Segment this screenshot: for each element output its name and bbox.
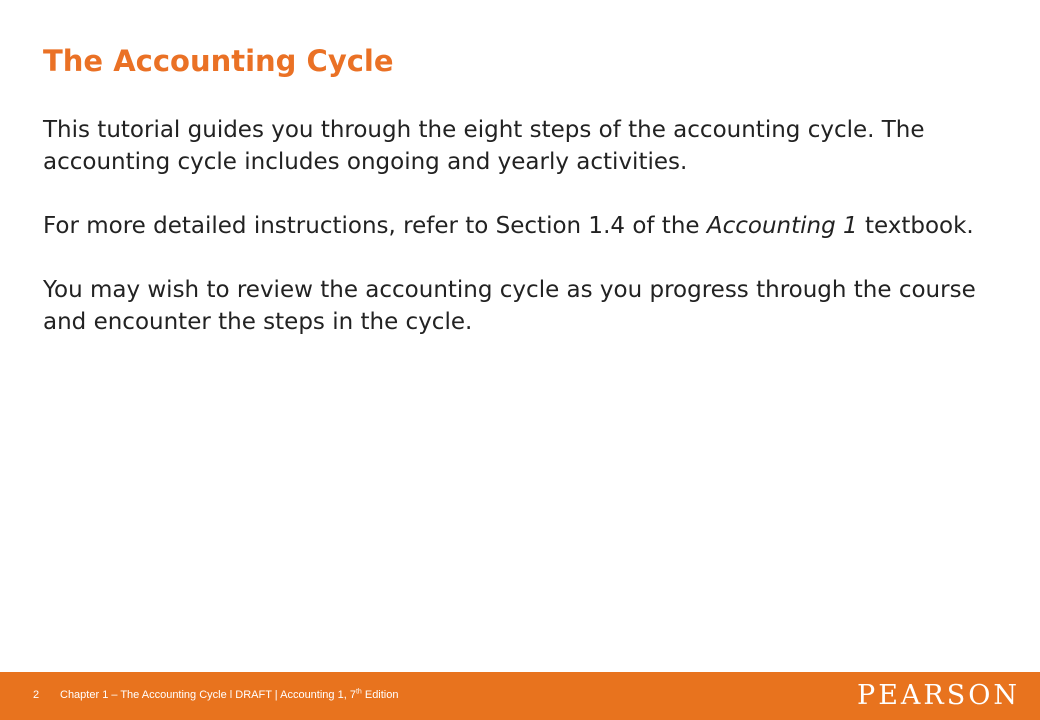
slide-body (43, 114, 1013, 338)
footer-caption-superscript: th (355, 688, 362, 696)
page-number: 2 (33, 689, 40, 701)
footer-bar (0, 672, 1040, 720)
intro-paragraph: This tutorial guides you through the eight steps of the accounting cycle. The accounting cycle includes ongoing and yearly activities. (43, 117, 925, 175)
textbook-title: Accounting 1 (706, 213, 858, 239)
footer-caption-text: Chapter 1 – The Accounting Cycle l DRAFT | Accounting 1, 7 (60, 689, 356, 701)
instructions-text: For more detailed instructions, refer to Section 1.4 of the (43, 213, 707, 239)
review-paragraph: You may wish to review the accounting cycle as you progress through the course and encounter the steps in the cycle. (43, 277, 976, 335)
footer-caption-end: Edition (361, 689, 399, 701)
pearson-logo: PEARSON (857, 680, 1020, 711)
footer-caption (60, 688, 399, 702)
instructions-text-end: textbook. (857, 213, 974, 239)
slide-title: The Accounting Cycle (43, 44, 394, 78)
instructions-paragraph (43, 210, 1013, 242)
